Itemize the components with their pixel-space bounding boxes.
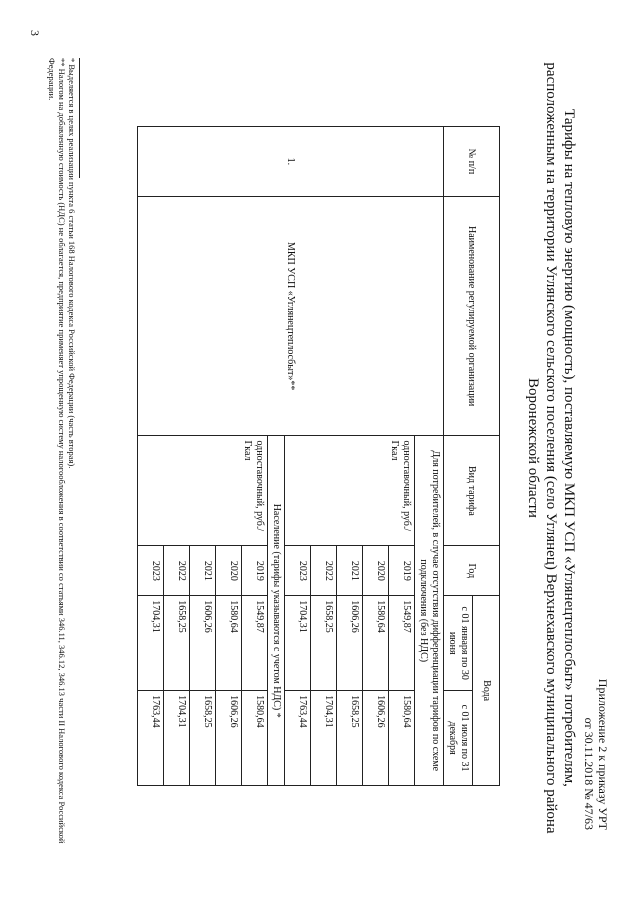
value-cell: 1658,25 — [311, 596, 337, 691]
year-cell: 2021 — [190, 546, 216, 596]
year-cell: 2021 — [337, 546, 363, 596]
footnote-1: * Выделяется в целях реализации пункта 6 статьи 168 Налогового кодекса Российской Федерации (часть вторая). — [67, 58, 77, 469]
value-cell: 1658,25 — [164, 596, 190, 691]
value-cell: 1580,64 — [216, 596, 242, 691]
value-cell: 1549,87 — [242, 596, 268, 691]
value-cell: 1580,64 — [389, 691, 415, 786]
value-cell: 1763,44 — [285, 691, 311, 786]
section-caption-1: Для потребителей, в случае отсутствия дифференциации тарифов по схеме подключения (без НДС) — [415, 436, 444, 786]
year-cell: 2020 — [216, 546, 242, 596]
footnote-divider — [79, 58, 80, 178]
section-caption-2: Население (тарифы указываются с учетом НДС) * — [268, 436, 285, 786]
value-cell: 1606,26 — [190, 596, 216, 691]
tariff-table — [137, 126, 500, 786]
footnote-2: ** Налогом на добавленную стоимость (НДС) не облагается, предприятие применяет упрощенную систему налогообложения в соответствии со статьями 346.11, 346.12, 346.13 части II Налогового кодекса Российской Федерации. — [47, 58, 67, 844]
footnotes — [47, 58, 80, 848]
title-line-2: расположенным на территории Углянского сельского поселения (село Углянец) Верхнехавского муниципального района — [543, 62, 559, 834]
header-num: № п/п — [444, 127, 500, 197]
header-water: Вода — [473, 596, 500, 786]
value-cell: 1704,31 — [138, 596, 164, 691]
tariff-type-2: одноставочный, руб./Гкал — [138, 436, 268, 546]
table-header-row-1 — [473, 127, 500, 786]
value-cell: 1704,31 — [164, 691, 190, 786]
organization-name: МКП УСП «Углянецтеплосбыт»** — [138, 196, 444, 436]
value-cell: 1763,44 — [138, 691, 164, 786]
year-cell: 2020 — [363, 546, 389, 596]
value-cell: 1606,26 — [216, 691, 242, 786]
value-cell: 1580,64 — [242, 691, 268, 786]
header-org: Наименование регулируемой организации — [444, 196, 500, 436]
value-cell: 1704,31 — [285, 596, 311, 691]
year-cell: 2023 — [285, 546, 311, 596]
value-cell: 1704,31 — [311, 691, 337, 786]
rotated-page-content — [47, 48, 610, 848]
page-number: 3 — [28, 30, 42, 36]
value-cell: 1606,26 — [337, 596, 363, 691]
header-period-2: с 01 июля по 31 декабря — [444, 691, 473, 786]
value-cell: 1606,26 — [363, 691, 389, 786]
appendix-line-1: Приложение 2 к приказу УРТ — [596, 678, 610, 830]
year-cell: 2019 — [389, 546, 415, 596]
title-line-3: Воронежской области — [525, 378, 541, 518]
year-cell: 2023 — [138, 546, 164, 596]
tariff-type-1: одноставочный, руб./Гкал — [285, 436, 415, 546]
table-row — [415, 127, 444, 786]
value-cell: 1658,25 — [190, 691, 216, 786]
document-title — [524, 48, 578, 848]
header-period-1: с 01 января по 30 июня — [444, 596, 473, 691]
year-cell: 2022 — [311, 546, 337, 596]
header-type: Вид тарифа — [444, 436, 500, 546]
appendix-note — [582, 679, 610, 830]
appendix-line-2: от 30.11.2018 № 47/63 — [582, 717, 596, 830]
row-number: 1. — [138, 127, 444, 197]
title-line-1: Тарифы на тепловую энергию (мощность), поставляемую МКП УСП «Углянецтеплосбыт» потребителям, — [561, 109, 577, 787]
header-year: Год — [444, 546, 500, 596]
value-cell: 1580,64 — [363, 596, 389, 691]
value-cell: 1658,25 — [337, 691, 363, 786]
value-cell: 1549,87 — [389, 596, 415, 691]
year-cell: 2022 — [164, 546, 190, 596]
year-cell: 2019 — [242, 546, 268, 596]
